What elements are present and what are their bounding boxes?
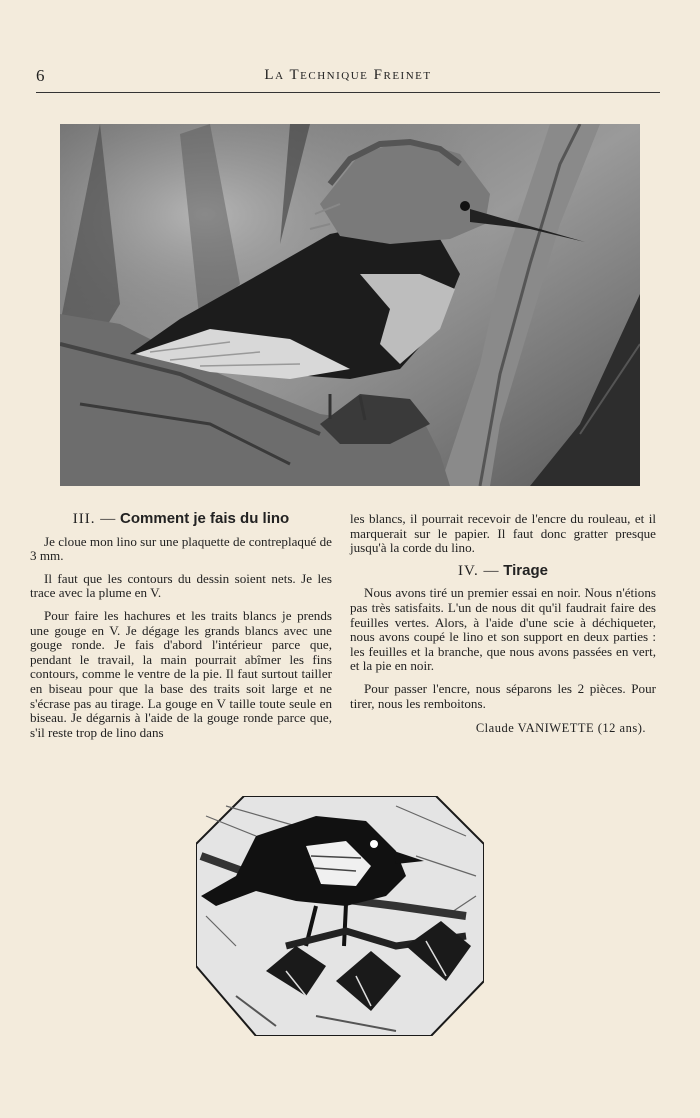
- right-column: [350, 512, 656, 736]
- section-4-title: Tirage: [503, 561, 548, 579]
- page-header: [36, 62, 660, 93]
- author-signature: Claude VANIWETTE (12 ans).: [475, 721, 646, 736]
- left-column: [30, 512, 332, 748]
- section-4-number: IV. —: [458, 562, 500, 579]
- section-3-number: III. —: [72, 511, 117, 527]
- page-number: 6: [36, 66, 45, 85]
- paragraph: Il faut que les contours du dessin soient nets. Je les trace avec la plume en V.: [30, 570, 332, 601]
- paragraph: Je cloue mon lino sur une plaquette de contreplaqué de 3 mm.: [30, 533, 332, 564]
- paragraph-continuation: les blancs, il pourrait recevoir de l'encre du rouleau, et il marquerait sur le papier. Il faut donc gratter presque jusqu'à la corde du lino.: [350, 511, 656, 556]
- section-3-title: Comment je fais du lino: [120, 510, 290, 527]
- section-3-heading: [30, 512, 332, 527]
- linocut-print-magpie: [196, 796, 484, 1036]
- paragraph: Pour faire les hachures et les traits blancs je prends une gouge en V. Je dégage les grands blancs avec une gouge ronde. Je fais d'abord l'intérieur parce que, pendant le travail, la main pourrait abîmer les fins contours, comme le ventre de la pie. Il faut surtout tailler en biseau pour que la base des traits soit large et ne s'écrase pas au tirage. La gouge en V taille toute seule en biseau. Je dégarnis à l'aide de la gouge ronde parce que, s'il reste trop de lino dans: [30, 607, 332, 740]
- journal-title: La Technique Freinet: [264, 67, 432, 83]
- section-4-heading: [350, 561, 656, 579]
- kingfisher-photo: [60, 124, 640, 486]
- paragraph: Nous avons tiré un premier essai en noir. Nous n'étions pas très satisfaits. L'un de nous dit qu'il faudrait faire des feuilles vertes. Alors, à l'aide d'une scie à déchiqueter, nous avons coupé le lino et son support en deux parties : les feuilles et la branche, que nous avons passées en vert, et la pie en noir.: [350, 585, 656, 674]
- paragraph: Pour passer l'encre, nous séparons les 2 pièces. Pour tirer, nous les remboitons.: [350, 680, 656, 711]
